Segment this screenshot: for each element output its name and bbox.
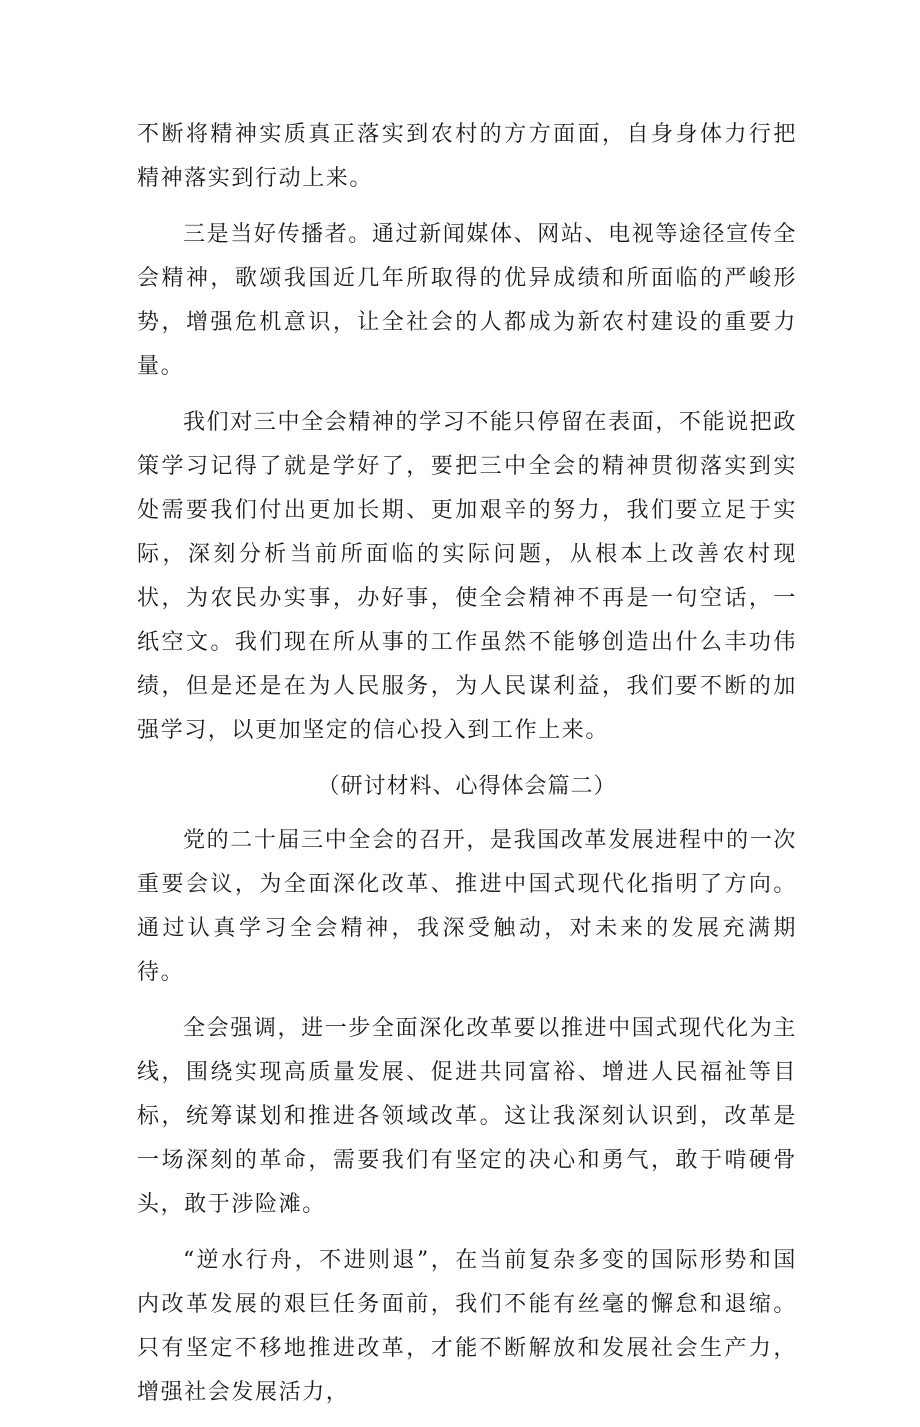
- paragraph-plenary-intro: 党的二十届三中全会的召开，是我国改革发展进程中的一次重要会议，为全面深化改革、推进中国式现代化指明了方向。通过认真学习全会精神，我深受触动，对未来的发展充满期待。: [137, 828, 797, 985]
- paragraph-disseminator: 三是当好传播者。通过新闻媒体、网站、电视等途径宣传全会精神，歌颂我国近几年所取得的优异成绩和所面临的严峻形势，增强危机意识，让全社会的人都成为新农村建设的重要力量。: [137, 222, 797, 379]
- paragraph-study-spirit: 我们对三中全会精神的学习不能只停留在表面，不能说把政策学习记得了就是学好了，要把三中全会的精神贯彻落实到实处需要我们付出更加长期、更加艰辛的努力，我们要立足于实际，深刻分析当前所面临的实际问题，从根本上改善农村现状，为农民办实事，办好事，使全会精神不再是一句空话，一纸空文。我们现在所从事的工作虽然不能够创造出什么丰功伟绩，但是还是在为人民服务，为人民谋利益，我们要不断的加强学习，以更加坚定的信心投入到工作上来。: [137, 410, 797, 743]
- document-body: [137, 113, 797, 1427]
- paragraph-continued: 不断将精神实质真正落实到农村的方方面面，自身身体力行把精神落实到行动上来。: [137, 122, 797, 191]
- section-heading: （研讨材料、心得体会篇二）: [317, 774, 617, 799]
- paragraph-plenary-emphasis: 全会强调，进一步全面深化改革要以推进中国式现代化为主线，围绕实现高质量发展、促进共同富裕、增进人民福祉等目标，统筹谋划和推进各领域改革。这让我深刻认识到，改革是一场深刻的革命，需要我们有坚定的决心和勇气，敢于啃硬骨头，敢于涉险滩。: [137, 1016, 797, 1217]
- paragraph-reform-urgency: “逆水行舟，不进则退”，在当前复杂多变的国际形势和国内改革发展的艰巨任务面前，我们不能有丝毫的懈怠和退缩。只有坚定不移地推进改革，才能不断解放和发展社会生产力，增强社会发展活力，: [137, 1248, 797, 1405]
